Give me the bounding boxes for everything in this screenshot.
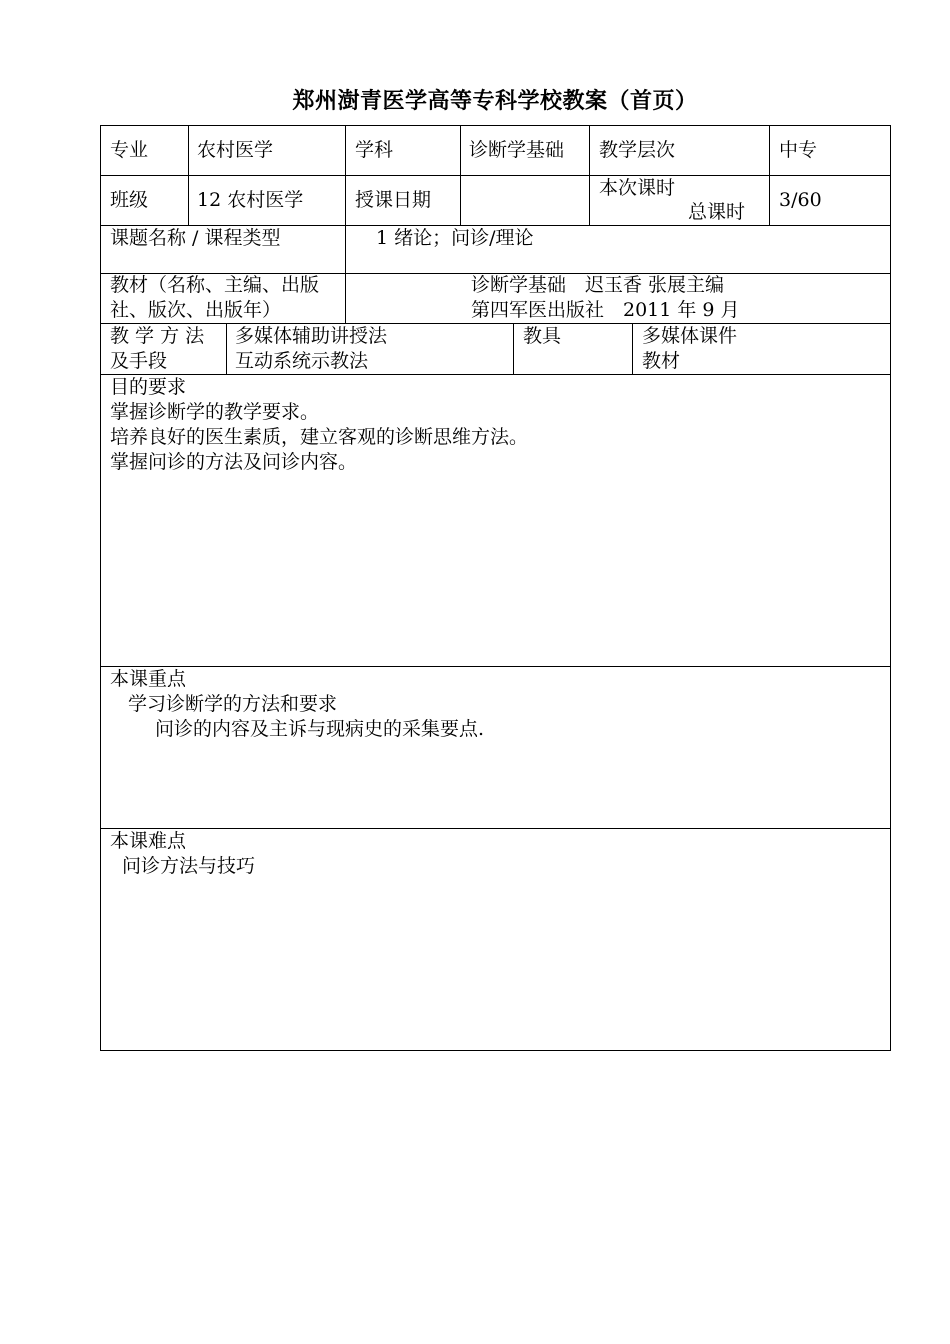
method-label-line2: 及手段 bbox=[110, 350, 168, 372]
table-rule bbox=[100, 125, 891, 126]
table-rule bbox=[226, 323, 227, 374]
objectives-line: 掌握诊断学的教学要求。 bbox=[110, 401, 320, 423]
objectives-heading: 目的要求 bbox=[110, 376, 187, 398]
document-title: 郑州澍青医学高等专科学校教案（首页） bbox=[292, 89, 698, 114]
textbook-value-line2: 第四军医出版社 2011 年 9 月 bbox=[471, 299, 740, 321]
table-rule bbox=[345, 125, 346, 225]
table-rule bbox=[632, 323, 633, 374]
table-rule bbox=[589, 125, 590, 225]
hours-label-total: 总课时 bbox=[688, 201, 746, 223]
method-value-line1: 多媒体辅助讲授法 bbox=[235, 325, 388, 347]
textbook-label-line2: 社、版次、出版年） bbox=[110, 299, 282, 321]
table-rule bbox=[188, 125, 189, 225]
table-rule bbox=[890, 125, 891, 1051]
table-rule bbox=[100, 175, 891, 176]
table-rule bbox=[345, 225, 346, 323]
tools-value-line1: 多媒体课件 bbox=[642, 325, 738, 347]
table-rule bbox=[100, 1050, 891, 1051]
objectives-line: 培养良好的医生素质，建立客观的诊断思维方法。 bbox=[110, 426, 529, 448]
textbook-value-line1: 诊断学基础 迟玉香 张展主编 bbox=[471, 274, 725, 296]
table-rule bbox=[460, 125, 461, 225]
difficulties-heading: 本课难点 bbox=[110, 830, 187, 852]
table-rule bbox=[769, 125, 770, 225]
table-rule bbox=[100, 374, 891, 375]
table-rule bbox=[100, 323, 891, 324]
level-label: 教学层次 bbox=[599, 139, 676, 161]
difficulties-line: 问诊方法与技巧 bbox=[122, 855, 256, 877]
topic-label: 课题名称 / 课程类型 bbox=[110, 227, 281, 249]
hours-label-current: 本次课时 bbox=[599, 177, 676, 199]
key-points-heading: 本课重点 bbox=[110, 668, 187, 690]
tools-label: 教具 bbox=[523, 325, 562, 347]
table-rule bbox=[100, 666, 891, 667]
major-label: 专业 bbox=[110, 139, 149, 161]
date-label: 授课日期 bbox=[355, 189, 432, 211]
objectives-line: 掌握问诊的方法及问诊内容。 bbox=[110, 451, 358, 473]
method-label-line1: 教 学 方 法 bbox=[110, 325, 205, 347]
level-value: 中专 bbox=[779, 139, 818, 161]
class-label: 班级 bbox=[110, 189, 149, 211]
table-rule bbox=[100, 828, 891, 829]
class-value: 12 农村医学 bbox=[197, 189, 304, 211]
subject-value: 诊断学基础 bbox=[469, 139, 565, 161]
table-rule bbox=[100, 125, 101, 1051]
hours-value: 3/60 bbox=[779, 189, 822, 211]
key-points-line: 学习诊断学的方法和要求 bbox=[128, 693, 338, 715]
major-value: 农村医学 bbox=[197, 139, 274, 161]
topic-value: 1 绪论；问诊/理论 bbox=[376, 227, 534, 249]
table-rule bbox=[513, 323, 514, 374]
key-points-line: 问诊的内容及主诉与现病史的采集要点. bbox=[155, 718, 485, 740]
subject-label: 学科 bbox=[355, 139, 394, 161]
tools-value-line2: 教材 bbox=[642, 350, 681, 372]
textbook-label-line1: 教材（名称、主编、出版 bbox=[110, 274, 320, 296]
method-value-line2: 互动系统示教法 bbox=[235, 350, 369, 372]
